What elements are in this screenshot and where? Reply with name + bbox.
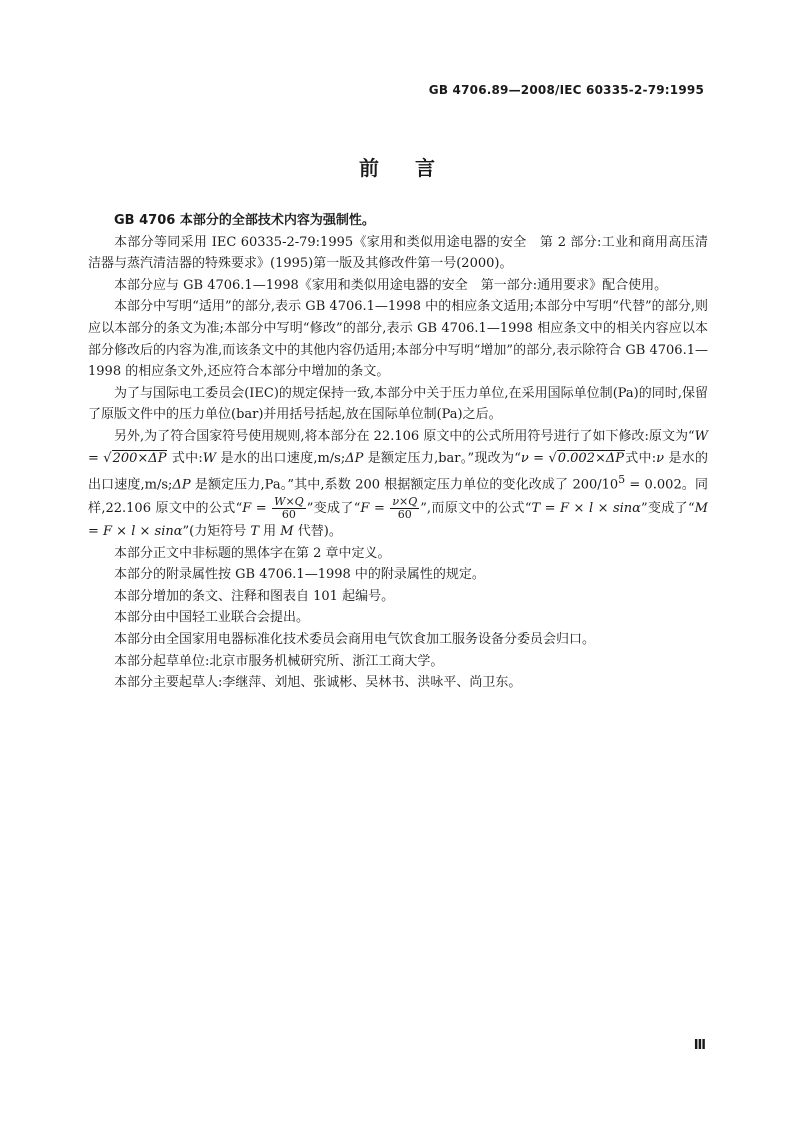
paragraph-drafting-units: 本部分起草单位:北京市服务机械研究所、浙江工商大学。 bbox=[114, 653, 444, 669]
text-run: 用 bbox=[259, 524, 281, 540]
page-number: Ⅲ bbox=[693, 1038, 706, 1053]
symbol-delta-p: ΔP bbox=[345, 450, 364, 466]
exponent: 5 bbox=[618, 473, 626, 487]
symbol-nu: ν bbox=[656, 450, 665, 466]
text-run: 是水的出口速度,m/s; bbox=[216, 450, 346, 466]
paragraph-mandatory: GB 4706 本部分的全部技术内容为强制性。 bbox=[114, 213, 375, 228]
paragraph-annex: 本部分的附录属性按 GB 4706.1—1998 中的附录属性的规定。 bbox=[114, 567, 485, 583]
text-run: = 0.002。同样,22.106 原文中的公式“ bbox=[88, 477, 708, 517]
text-run: ”变成了“ bbox=[640, 501, 695, 517]
standard-number: GB 4706.89—2008/IEC 60335-2-79:1995 bbox=[428, 83, 704, 97]
paragraph-proposer: 本部分由中国轻工业联合会提出。 bbox=[114, 610, 310, 626]
formula-4-lhs: F bbox=[360, 501, 370, 517]
paragraph-committee: 本部分由全国家用电器标准化技术委员会商用电气饮食加工服务设备分委员会归口。 bbox=[114, 632, 596, 648]
formula-1-radicand: 200×ΔP bbox=[112, 450, 167, 466]
formula-2-eq: = bbox=[528, 450, 549, 466]
text-run: 式中: bbox=[625, 450, 657, 466]
page-title: 前言 bbox=[359, 156, 471, 180]
text-run: ”,而原文中的公式“ bbox=[420, 501, 532, 517]
text-run: 代替)。 bbox=[293, 524, 342, 540]
formula-3-eq: = bbox=[251, 501, 272, 517]
paragraph-adoption: 本部分等同采用 IEC 60335-2-79:1995《家用和类似用途电器的安全 第 2 部分:工业和商用高压清洁器与蒸汽清洁器的特殊要求》(1995)第一版及其修改件第一号(2000)。 bbox=[88, 234, 708, 272]
formula-4-eq: = bbox=[369, 501, 390, 517]
text-run: ”(力矩符号 bbox=[182, 524, 251, 540]
formula-2-radicand: 0.002×ΔP bbox=[557, 450, 624, 466]
text-run: 是水的出口速度,m/s; bbox=[88, 450, 708, 493]
formula-4-denominator: 60 bbox=[397, 508, 412, 522]
formula-1-eq: = bbox=[88, 450, 104, 466]
symbol-m: M bbox=[280, 524, 294, 540]
symbol-w: W bbox=[202, 450, 217, 466]
symbol-delta-p-2: ΔP bbox=[172, 477, 191, 493]
formula-3-numerator: W×Q bbox=[274, 495, 304, 509]
text-run: 式中: bbox=[167, 450, 203, 466]
text-run: 另外,为了符合国家符号使用规则,将本部分在 22.106 原文中的公式所用符号进行了如下修改:原文为“ bbox=[114, 428, 695, 444]
text-run: 是额定压力,bar。”现改为“ bbox=[363, 450, 521, 466]
foreword-body bbox=[88, 210, 708, 694]
formula-3-fraction bbox=[272, 496, 306, 521]
text-run: 是额定压力,Pa。”其中,系数 200 根据额定压力单位的变化改成了 200/10 bbox=[190, 477, 619, 493]
paragraph-bold-terms: 本部分正文中非标题的黑体字在第 2 章中定义。 bbox=[114, 545, 391, 561]
symbol-t: T bbox=[250, 524, 260, 540]
formula-2-lhs: ν bbox=[520, 450, 529, 466]
paragraph-drafters: 本部分主要起草人:李继萍、刘旭、张诚彬、吴林书、洪咏平、尚卫东。 bbox=[114, 675, 522, 691]
text-run: ”变成了“ bbox=[306, 501, 361, 517]
formula-4-numerator: ν×Q bbox=[392, 495, 418, 509]
paragraph-pressure-units: 为了与国际电工委员会(IEC)的规定保持一致,本部分中关于压力单位,在采用国际单位制(Pa)的同时,保留了原版文件中的压力单位(bar)并用括号括起,放在国际单位制(Pa)之后。 bbox=[88, 385, 708, 423]
paragraph-terms: 本部分中写明“适用”的部分,表示 GB 4706.1—1998 中的相应条文适用;本部分中写明“代替”的部分,则应以本部分的条文为准;本部分中写明“修改”的部分,表示 GB 4706.1—1998 相应条文中的相关内容应以本部分修改后的内容为准,而该条文中的其他内容仍适用;本部分中写明“增加”的部分,表示除符合 GB 4706.1—1998 的相应条文外,还应符合本部分中增加的条文。 bbox=[88, 299, 708, 380]
formula-4-fraction bbox=[390, 496, 419, 521]
paragraph-usage: 本部分应与 GB 4706.1—1998《家用和类似用途电器的安全 第一部分:通用要求》配合使用。 bbox=[114, 277, 668, 293]
formula-5: T = F × l × sinα bbox=[531, 501, 641, 517]
formula-3-denominator: 60 bbox=[281, 508, 296, 522]
paragraph-symbols: 另外,为了符合国家符号使用规则,将本部分在 22.106 原文中的公式所用符号进行了如下修改:原文为“W = √200×ΔP 式中:W 是水的出口速度,m/s;ΔP 是额定压力,bar。”现改为“ν = √0.002×ΔP式中:ν 是水的出口速度,m/s;ΔP 是额定压力,Pa。”其中,系数 200 根据额定压力单位的变化改成了 $200/10^5 = 0.002$。同样,22.106 原文中的公式“F = $\frac{W\times Q}{60}$ ”变成了“F = $\frac{\nu\times Q}{60}$ ”,而原文中的公式“T = F × l × sinα”变成了“M = F × l × sinα”(力矩符号 T 用 M 代替)。 bbox=[88, 428, 708, 540]
formula-3-lhs: F bbox=[242, 501, 252, 517]
formula-6: M = F × l × sinα bbox=[88, 501, 708, 540]
paragraph-numbering: 本部分增加的条文、注释和图表自 101 起编号。 bbox=[114, 588, 395, 604]
formula-1-lhs: W bbox=[694, 428, 708, 444]
